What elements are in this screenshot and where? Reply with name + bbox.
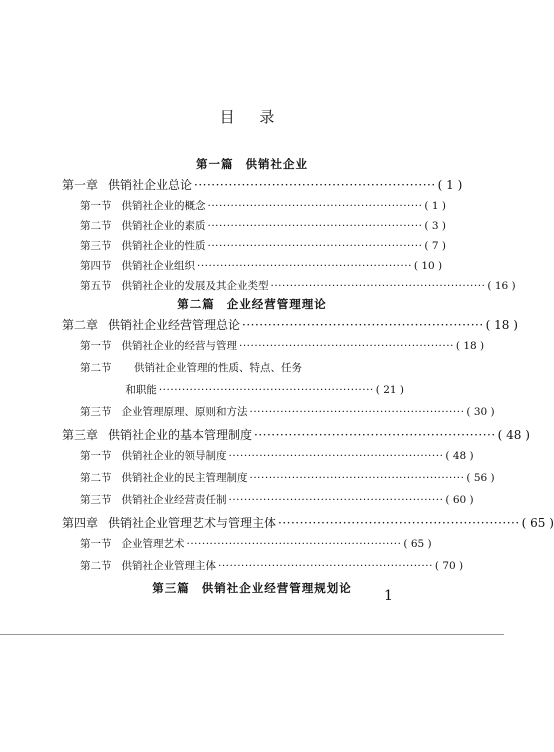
toc-section-row[interactable] — [80, 536, 432, 551]
page-ref: ( 18 ) — [455, 340, 485, 352]
part-number: 第二篇 — [177, 297, 215, 311]
toc-section-row[interactable] — [80, 558, 464, 573]
toc-section-row[interactable] — [80, 360, 404, 375]
dot-leader: ························································ — [207, 240, 423, 252]
chapter-number: 第一章 — [62, 178, 99, 192]
page-ref: ( 3 ) — [424, 220, 446, 232]
toc-section-row[interactable] — [80, 448, 474, 463]
part-heading — [0, 296, 504, 312]
toc-chapter-row[interactable] — [62, 514, 554, 531]
chapter-title: 供销社企业管理艺术与管理主体 — [108, 516, 277, 530]
page-number: 1 — [384, 588, 393, 604]
toc-section-row[interactable] — [80, 198, 446, 213]
section-number: 第一节 — [80, 340, 112, 352]
toc-section-row[interactable] — [80, 258, 443, 273]
dot-leader: ························································ — [278, 516, 520, 530]
dot-leader: ························································ — [158, 384, 374, 396]
section-title: 供销社企业的概念 — [121, 200, 206, 212]
page-ref: ( 7 ) — [424, 240, 446, 252]
section-title: 供销社企业经营责任制 — [121, 494, 227, 506]
page-ref: ( 56 ) — [466, 472, 495, 484]
section-number: 第二节 — [80, 362, 112, 374]
dot-leader: ························································ — [207, 220, 423, 232]
section-number: 第五节 — [80, 280, 112, 292]
toc-section-row[interactable] — [80, 404, 495, 419]
dot-leader: ························································ — [186, 538, 402, 550]
part-heading — [0, 156, 504, 172]
dot-leader: ························································ — [270, 280, 486, 292]
page-ref: ( 16 ) — [487, 280, 516, 292]
dot-leader: ························································ — [207, 200, 423, 212]
section-number: 第一节 — [80, 538, 112, 550]
section-title: 企业管理原理、原则和方法 — [121, 406, 248, 418]
section-title: 供销社企业的经营与管理 — [121, 340, 237, 352]
section-title: 供销社企业管理主体 — [121, 560, 216, 572]
section-number: 第一节 — [80, 200, 112, 212]
section-number: 第二节 — [80, 220, 112, 232]
toc-chapter-row[interactable] — [62, 316, 518, 333]
section-number: 第三节 — [80, 240, 112, 252]
toc-section-row[interactable] — [80, 278, 516, 293]
section-title: 供销社企业组织 — [121, 260, 195, 272]
chapter-title: 供销社企业的基本管理制度 — [108, 428, 253, 442]
toc-section-row[interactable] — [80, 238, 446, 253]
page-ref: ( 65 ) — [521, 516, 554, 530]
chapter-number: 第三章 — [62, 428, 99, 442]
toc-title: 目 录 — [219, 108, 285, 126]
section-title: 企业管理艺术 — [121, 538, 185, 550]
section-title: 和职能 — [125, 384, 157, 396]
section-title: 供销社企业的素质 — [121, 220, 206, 232]
page-ref: ( 60 ) — [445, 494, 474, 506]
part-name: 供销社企业 — [245, 157, 308, 171]
toc-section-row[interactable] — [80, 470, 495, 485]
section-title: 供销社企业的领导制度 — [121, 450, 227, 462]
part-name: 供销社企业经营管理规划论 — [201, 581, 352, 595]
toc-section-row[interactable] — [80, 492, 474, 507]
part-number: 第三篇 — [152, 581, 190, 595]
page-ref: ( 70 ) — [434, 560, 464, 572]
page-ref: ( 21 ) — [375, 384, 404, 396]
section-title: 供销社企业管理的性质、特点、任务 — [134, 362, 302, 374]
dot-leader: ························································ — [228, 494, 444, 506]
dot-leader: ························································ — [242, 318, 484, 332]
chapter-title: 供销社企业经营管理总论 — [108, 318, 241, 332]
section-number: 第一节 — [80, 450, 112, 462]
dot-leader: ························································ — [197, 260, 412, 272]
dot-leader: ························································ — [249, 406, 465, 418]
page-ref: ( 18 ) — [485, 318, 518, 332]
section-title: 供销社企业的发展及其企业类型 — [121, 280, 269, 292]
section-title: 供销社企业的民主管理制度 — [121, 472, 248, 484]
chapter-title: 供销社企业总论 — [108, 178, 193, 192]
toc-section-row[interactable] — [80, 218, 446, 233]
toc-section-row[interactable] — [80, 338, 485, 353]
part-name: 企业经营管理理论 — [226, 297, 327, 311]
section-number: 第二节 — [80, 560, 112, 572]
dot-leader: ························································ — [218, 560, 433, 572]
section-number: 第二节 — [80, 472, 112, 484]
dot-leader: ························································ — [249, 472, 465, 484]
dot-leader: ························································ — [254, 428, 496, 442]
section-number: 第三节 — [80, 494, 112, 506]
scan-edge-line — [0, 634, 504, 635]
toc-chapter-row[interactable] — [62, 176, 463, 193]
section-number: 第三节 — [80, 406, 112, 418]
dot-leader: ························································ — [194, 178, 436, 192]
chapter-number: 第四章 — [62, 516, 99, 530]
page-ref: ( 65 ) — [403, 538, 432, 550]
section-number: 第四节 — [80, 260, 112, 272]
page-ref: ( 1 ) — [424, 200, 446, 212]
page-ref: ( 48 ) — [497, 428, 530, 442]
toc-chapter-row[interactable] — [62, 426, 530, 443]
chapter-number: 第二章 — [62, 318, 99, 332]
section-title: 供销社企业的性质 — [121, 240, 206, 252]
page-ref: ( 30 ) — [466, 406, 495, 418]
dot-leader: ························································ — [239, 340, 454, 352]
toc-section-row-continued[interactable] — [80, 382, 404, 397]
part-number: 第一篇 — [196, 157, 234, 171]
page-ref: ( 1 ) — [437, 178, 463, 192]
part-heading — [0, 580, 504, 596]
page-ref: ( 48 ) — [445, 450, 474, 462]
page-ref: ( 10 ) — [413, 260, 443, 272]
dot-leader: ························································ — [228, 450, 444, 462]
